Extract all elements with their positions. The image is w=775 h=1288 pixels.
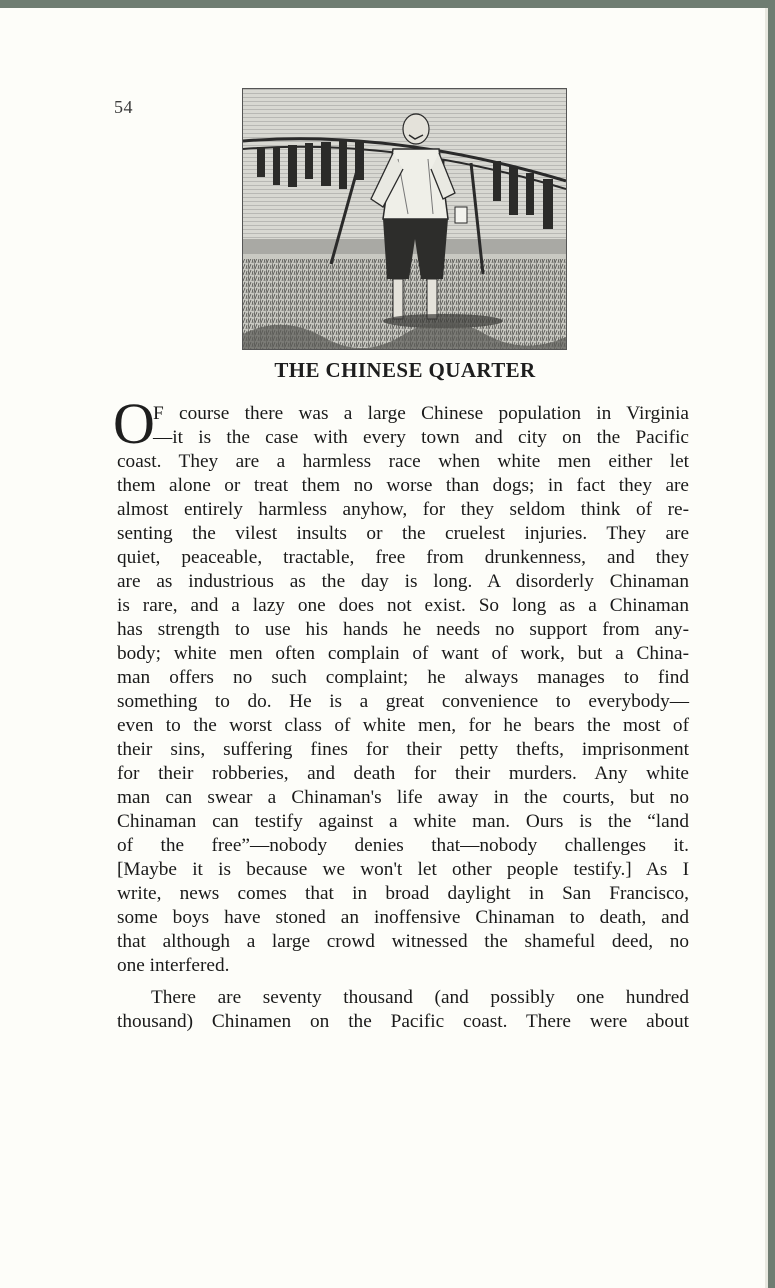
text-line: There are seventy thousand (and possibly one hundred <box>151 987 689 1008</box>
drop-cap: O <box>113 391 155 456</box>
text-line: quiet, peaceable, tractable, free from drunkenness, and they <box>117 547 689 568</box>
chapter-illustration <box>242 88 567 350</box>
text-line: —it is the case with every town and city on the Pacific <box>153 427 689 448</box>
text-line: senting the vilest insults or the cruelest injuries. They are <box>117 523 689 544</box>
text-line: for their robberies, and death for their murders. Any white <box>117 763 689 784</box>
text-line: that although a large crowd witnessed the shameful deed, no <box>117 931 689 952</box>
text-line: F course there was a large Chinese population in Virginia <box>153 403 689 424</box>
text-line: are as industrious as the day is long. A disorderly Chinaman <box>117 571 689 592</box>
text-line: something to do. He is a great convenience to everybody— <box>117 691 689 712</box>
book-page <box>0 8 768 1288</box>
text-line: some boys have stoned an inoffensive Chinaman to death, and <box>117 907 689 928</box>
page-number: 54 <box>114 97 133 117</box>
text-line: is rare, and a lazy one does not exist. So long as a Chinaman <box>117 595 689 616</box>
text-line: man can swear a Chinaman's life away in the courts, but no <box>117 787 689 808</box>
text-line: one interfered. <box>117 955 230 976</box>
text-line: their sins, suffering fines for their petty thefts, imprisonment <box>117 739 689 760</box>
text-line: write, news comes that in broad daylight in San Francisco, <box>117 883 689 904</box>
text-line: Chinaman can testify against a white man. Ours is the “land <box>117 811 689 832</box>
text-line: body; white men often complain of want of work, but a China- <box>117 643 689 664</box>
engraving-image <box>243 89 566 349</box>
text-line: them alone or treat them no worse than dogs; in fact they are <box>117 475 689 496</box>
text-line: even to the worst class of white men, for he bears the most of <box>117 715 689 736</box>
chapter-title: THE CHINESE QUARTER <box>274 358 536 382</box>
text-line: man offers no such complaint; he always manages to find <box>117 667 689 688</box>
text-line: has strength to use his hands he needs no support from any- <box>117 619 689 640</box>
text-line: thousand) Chinamen on the Pacific coast. There were about <box>117 1011 689 1032</box>
text-line: [Maybe it is because we won't let other people testify.] As I <box>117 859 689 880</box>
text-line: coast. They are a harmless race when white men either let <box>117 451 689 472</box>
text-line: almost entirely harmless anyhow, for they seldom think of re- <box>117 499 689 520</box>
text-line: of the free”—nobody denies that—nobody challenges it. <box>117 835 689 856</box>
